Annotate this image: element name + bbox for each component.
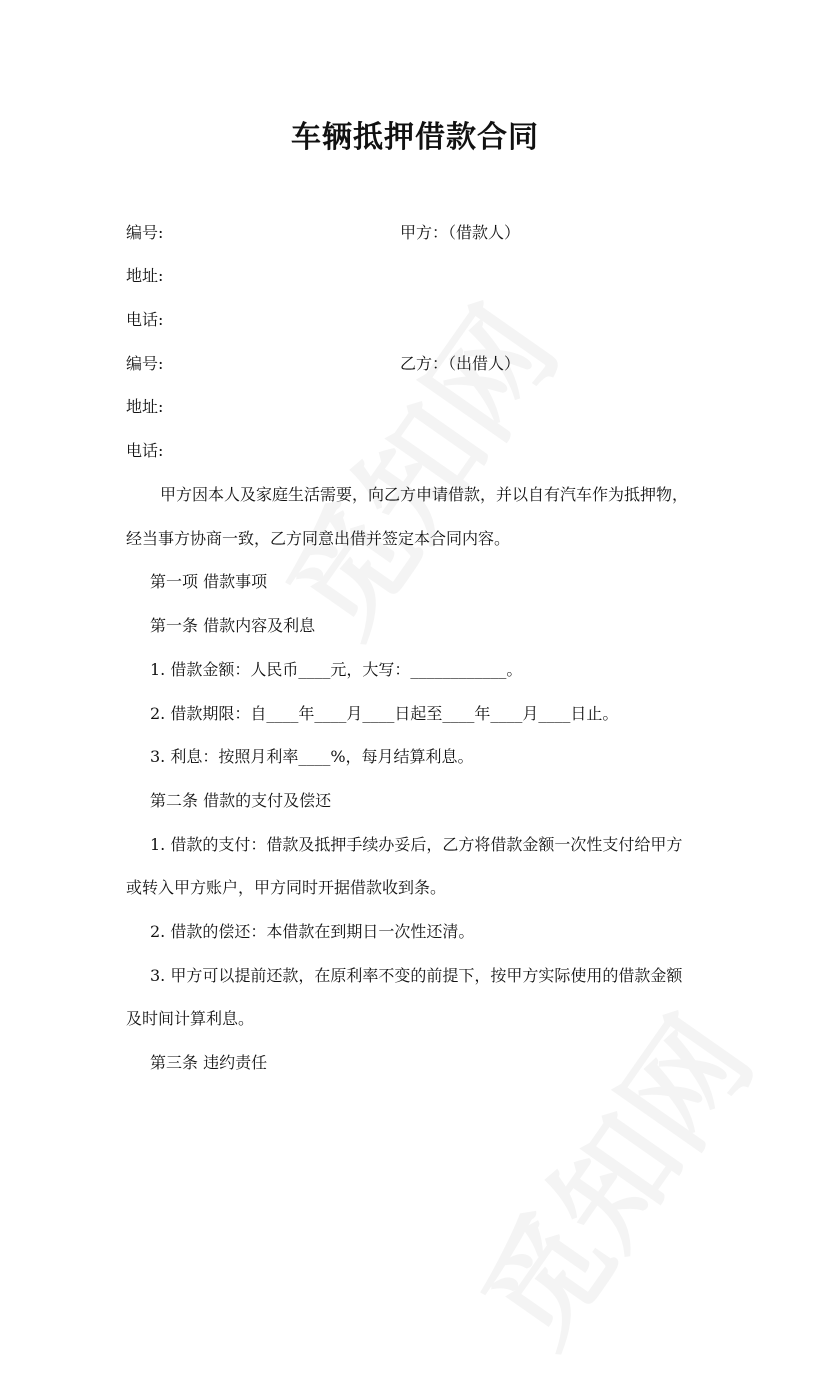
article-2-item-3-line-1: 3. 甲方可以提前还款，在原利率不变的前提下，按甲方实际使用的借款金额 [150,966,683,985]
party-b-address-label: 地址: [126,397,164,416]
article-1-item-1: 1. 借款金额：人民币____元，大写：____________。 [150,660,523,679]
party-a-number-label: 编号: [126,223,164,242]
party-b-number-label: 编号: [126,354,164,373]
party-a-address-label: 地址: [126,266,164,285]
document-title: 车辆抵押借款合同 [291,120,539,155]
watermark [241,269,588,663]
party-a-phone-label: 电话: [126,310,164,329]
section-heading: 第一项 借款事项 [150,572,268,591]
article-1-heading: 第一条 借款内容及利息 [150,616,316,635]
article-2-item-1-line-1: 1. 借款的支付：借款及抵押手续办妥后，乙方将借款金额一次性支付给甲方 [150,835,683,854]
intro-line-1: 甲方因本人及家庭生活需要，向乙方申请借款，并以自有汽车作为抵押物， [160,485,689,504]
article-2-item-2: 2. 借款的偿还：本借款在到期日一次性还清。 [150,922,475,941]
party-b-role: 乙方：（出借人） [400,354,521,373]
article-2-item-1-line-2: 或转入甲方账户，甲方同时开据借款收到条。 [126,878,447,897]
article-3-heading: 第三条 违约责任 [150,1053,268,1072]
article-1-item-2: 2. 借款期限：自____年____月____日起至____年____月____日止。 [150,704,619,723]
article-2-heading: 第二条 借款的支付及偿还 [150,791,332,810]
party-a-role: 甲方：（借款人） [400,223,521,242]
watermark [436,979,783,1373]
party-b-phone-label: 电话: [126,441,164,460]
article-1-item-3: 3. 利息：按照月利率____%，每月结算利息。 [150,747,474,766]
intro-line-2: 经当事方协商一致，乙方同意出借并签定本合同内容。 [126,529,511,548]
article-2-item-3-line-2: 及时间计算利息。 [126,1009,255,1028]
